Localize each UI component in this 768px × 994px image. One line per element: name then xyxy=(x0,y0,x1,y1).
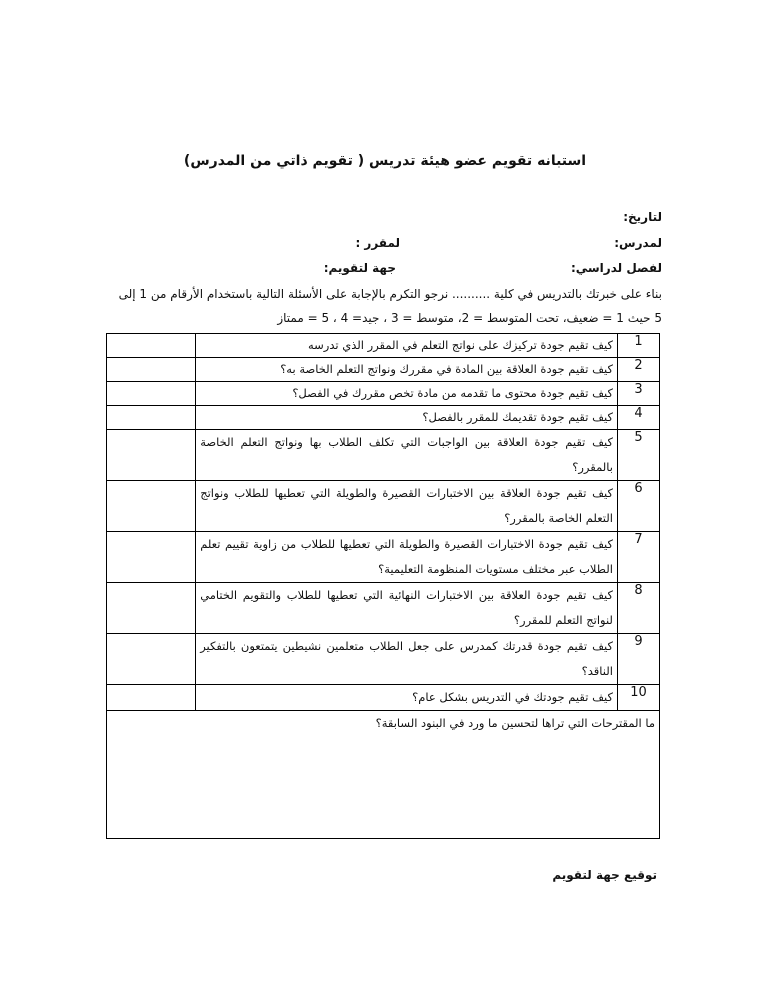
question-text: كيف تقيم جودة العلاقة بين المادة في مقررك ونواتج التعلم الخاصة به؟ xyxy=(196,358,618,382)
table-row xyxy=(107,430,660,481)
question-number: 7 xyxy=(617,532,659,583)
intro-line-1: بناء على خبرتك بالتدريس في كلية .......... نرجو التكرم بالإجابة على الأسئلة التالية باستخدام الأرقام من 1 إلى xyxy=(118,287,662,301)
table-row xyxy=(107,532,660,583)
rating-cell[interactable] xyxy=(107,685,196,711)
table-row xyxy=(107,358,660,382)
question-number: 8 xyxy=(617,583,659,634)
rating-cell[interactable] xyxy=(107,358,196,382)
rating-cell[interactable] xyxy=(107,430,196,481)
teacher-label: لمدرس: xyxy=(614,236,662,250)
question-text: كيف تقيم جودة تقديمك للمقرر بالفصل؟ xyxy=(196,406,618,430)
question-text: كيف تقيم جودة العلاقة بين الاختبارات القصيرة والطويلة التي تعطيها للطلاب ونواتج التعلم الخاصة بالمقرر؟ xyxy=(196,481,618,532)
question-text: كيف تقيم جودتك في التدريس بشكل عام؟ xyxy=(196,685,618,711)
evaluator-label: جهة لتقويم: xyxy=(323,261,396,275)
question-number: 2 xyxy=(617,358,659,382)
rating-cell[interactable] xyxy=(107,382,196,406)
course-label: لمقرر : xyxy=(355,236,400,250)
intro-line-2: 5 حيث 1 = ضعيف، تحت المتوسط = 2، متوسط = 3 ، جيد= 4 ، 5 = ممتاز xyxy=(277,311,662,325)
semester-label: لفصل لدراسي: xyxy=(570,261,662,275)
table-row xyxy=(107,685,660,711)
questions-table xyxy=(106,333,660,839)
rating-cell[interactable] xyxy=(107,406,196,430)
question-number: 4 xyxy=(617,406,659,430)
question-number: 10 xyxy=(617,685,659,711)
question-number: 6 xyxy=(617,481,659,532)
question-number: 1 xyxy=(617,334,659,358)
date-label: لتاريخ: xyxy=(623,210,662,224)
question-number: 9 xyxy=(617,634,659,685)
rating-cell[interactable] xyxy=(107,481,196,532)
page-title: استبانه تقويم عضو هيئة تدريس ( تقويم ذاتي من المدرس) xyxy=(183,153,587,169)
question-number: 5 xyxy=(617,430,659,481)
question-text: كيف تقيم جودة تركيزك على نواتج التعلم في المقرر الذي تدرسه xyxy=(196,334,618,358)
table-row xyxy=(107,583,660,634)
rating-cell[interactable] xyxy=(107,583,196,634)
suggestions-prompt: ما المقترحات التي تراها لتحسين ما ورد في البنود السابقة؟ xyxy=(375,716,655,730)
table-row xyxy=(107,334,660,358)
rating-cell[interactable] xyxy=(107,334,196,358)
question-text: كيف تقيم جودة محتوى ما تقدمه من مادة تخص مقررك في الفصل؟ xyxy=(196,382,618,406)
suggestions-row xyxy=(107,711,660,839)
table-row xyxy=(107,481,660,532)
table-row xyxy=(107,634,660,685)
suggestions-cell[interactable] xyxy=(107,711,660,839)
rating-cell[interactable] xyxy=(107,634,196,685)
table-row xyxy=(107,406,660,430)
signature-label: توقيع جهة لتقويم xyxy=(552,868,657,882)
rating-cell[interactable] xyxy=(107,532,196,583)
question-number: 3 xyxy=(617,382,659,406)
question-text: كيف تقيم جودة قدرتك كمدرس على جعل الطلاب متعلمين نشيطين يتمتعون بالتفكير الناقد؟ xyxy=(196,634,618,685)
question-text: كيف تقيم جودة العلاقة بين الاختبارات النهائية التي تعطيها للطلاب والتقويم الختامي لنواتج التعلم للمقرر؟ xyxy=(196,583,618,634)
question-text: كيف تقيم جودة العلاقة بين الواجبات التي تكلف الطلاب بها ونواتج التعلم الخاصة بالمقرر؟ xyxy=(196,430,618,481)
table-row xyxy=(107,382,660,406)
question-text: كيف تقيم جودة الاختبارات القصيرة والطويلة التي تعطيها للطلاب من زاوية تقييم تعلم الطلاب عبر مختلف مستويات المنظومة التعليمية؟ xyxy=(196,532,618,583)
